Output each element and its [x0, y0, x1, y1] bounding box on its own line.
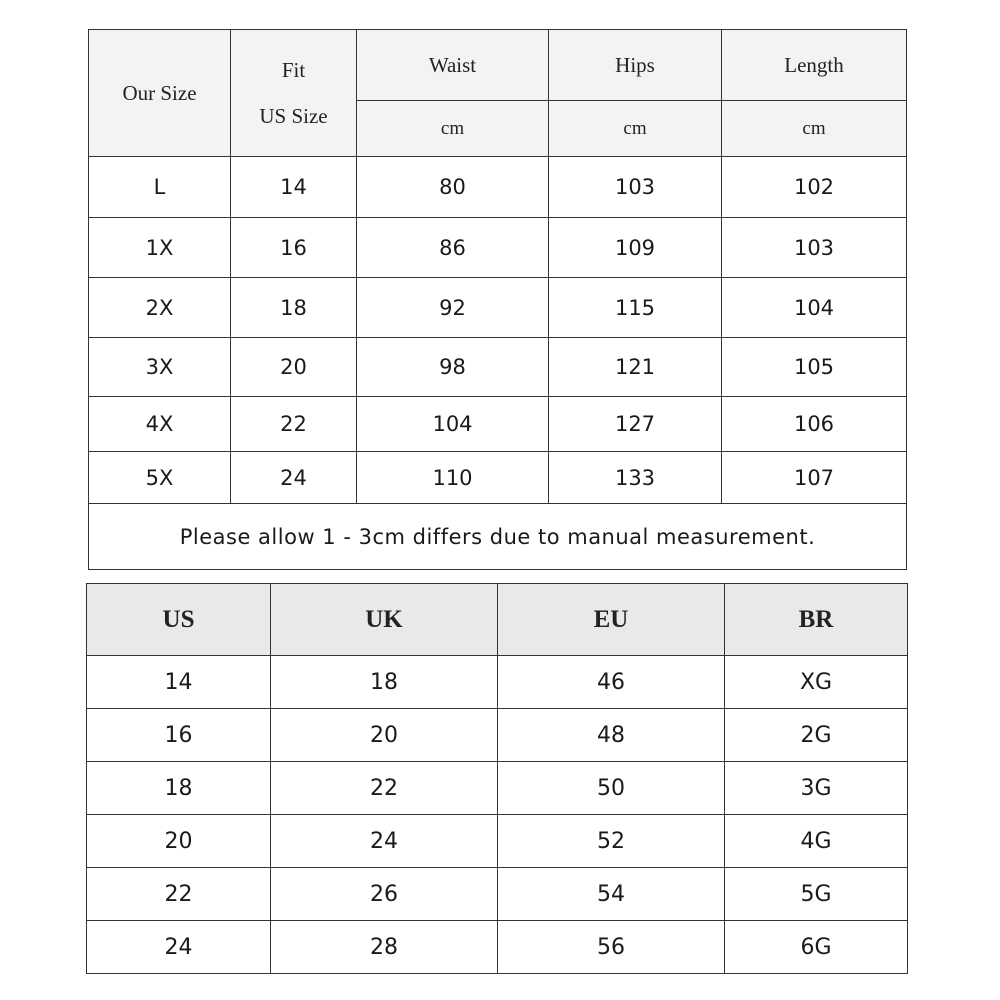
- note-row: [89, 504, 907, 570]
- conversion-header-row: [87, 584, 908, 656]
- cell-uk: 28: [271, 921, 498, 974]
- table-row: [89, 218, 907, 278]
- table-row: [87, 709, 908, 762]
- header-us: US: [87, 584, 271, 656]
- unit-waist: cm: [357, 101, 549, 157]
- table-row: [89, 157, 907, 218]
- cell-hips: 121: [549, 338, 722, 397]
- unit-hips: cm: [549, 101, 722, 157]
- cell-hips: 133: [549, 452, 722, 504]
- cell-us: 24: [87, 921, 271, 974]
- header-uk: UK: [271, 584, 498, 656]
- header-length: Length: [722, 30, 907, 101]
- header-hips: Hips: [549, 30, 722, 101]
- cell-us: 22: [87, 868, 271, 921]
- cell-waist: 110: [357, 452, 549, 504]
- cell-hips: 109: [549, 218, 722, 278]
- cell-br: 5G: [725, 868, 908, 921]
- table-row: [87, 868, 908, 921]
- cell-eu: 52: [498, 815, 725, 868]
- table-row: [87, 815, 908, 868]
- cell-eu: 56: [498, 921, 725, 974]
- table-row: [89, 452, 907, 504]
- cell-br: 2G: [725, 709, 908, 762]
- cell-uk: 22: [271, 762, 498, 815]
- cell-length: 103: [722, 218, 907, 278]
- cell-us-size: 22: [231, 397, 357, 452]
- table-row: [89, 278, 907, 338]
- header-waist: Waist: [357, 30, 549, 101]
- cell-length: 106: [722, 397, 907, 452]
- cell-our-size: 4X: [89, 397, 231, 452]
- cell-us: 16: [87, 709, 271, 762]
- table-row: [87, 762, 908, 815]
- cell-waist: 98: [357, 338, 549, 397]
- cell-hips: 115: [549, 278, 722, 338]
- cell-us-size: 14: [231, 157, 357, 218]
- header-br: BR: [725, 584, 908, 656]
- cell-length: 107: [722, 452, 907, 504]
- cell-us-size: 20: [231, 338, 357, 397]
- cell-eu: 50: [498, 762, 725, 815]
- cell-hips: 127: [549, 397, 722, 452]
- cell-our-size: L: [89, 157, 231, 218]
- cell-our-size: 5X: [89, 452, 231, 504]
- cell-uk: 26: [271, 868, 498, 921]
- cell-us-size: 24: [231, 452, 357, 504]
- cell-uk: 20: [271, 709, 498, 762]
- cell-us: 14: [87, 656, 271, 709]
- cell-uk: 18: [271, 656, 498, 709]
- unit-length: cm: [722, 101, 907, 157]
- cell-eu: 54: [498, 868, 725, 921]
- cell-waist: 80: [357, 157, 549, 218]
- cell-eu: 48: [498, 709, 725, 762]
- cell-hips: 103: [549, 157, 722, 218]
- table-row: [89, 397, 907, 452]
- cell-length: 104: [722, 278, 907, 338]
- cell-length: 105: [722, 338, 907, 397]
- cell-br: 4G: [725, 815, 908, 868]
- cell-our-size: 2X: [89, 278, 231, 338]
- header-our-size: Our Size: [89, 30, 231, 157]
- size-chart-table: [88, 29, 907, 570]
- cell-waist: 92: [357, 278, 549, 338]
- measurement-note: Please allow 1 - 3cm differs due to manual measurement.: [89, 504, 907, 570]
- cell-length: 102: [722, 157, 907, 218]
- cell-waist: 86: [357, 218, 549, 278]
- header-eu: EU: [498, 584, 725, 656]
- header-fit-label: Fit: [281, 58, 306, 82]
- header-fit-us-size: [231, 30, 357, 157]
- cell-us-size: 16: [231, 218, 357, 278]
- cell-br: 3G: [725, 762, 908, 815]
- header-us-size-label: US Size: [259, 104, 328, 128]
- cell-br: 6G: [725, 921, 908, 974]
- cell-us: 18: [87, 762, 271, 815]
- cell-eu: 46: [498, 656, 725, 709]
- cell-us: 20: [87, 815, 271, 868]
- cell-us-size: 18: [231, 278, 357, 338]
- size-conversion-table: [86, 583, 908, 974]
- cell-waist: 104: [357, 397, 549, 452]
- cell-our-size: 3X: [89, 338, 231, 397]
- cell-our-size: 1X: [89, 218, 231, 278]
- cell-br: XG: [725, 656, 908, 709]
- table-row: [89, 338, 907, 397]
- cell-uk: 24: [271, 815, 498, 868]
- table-row: [87, 921, 908, 974]
- table-row: [87, 656, 908, 709]
